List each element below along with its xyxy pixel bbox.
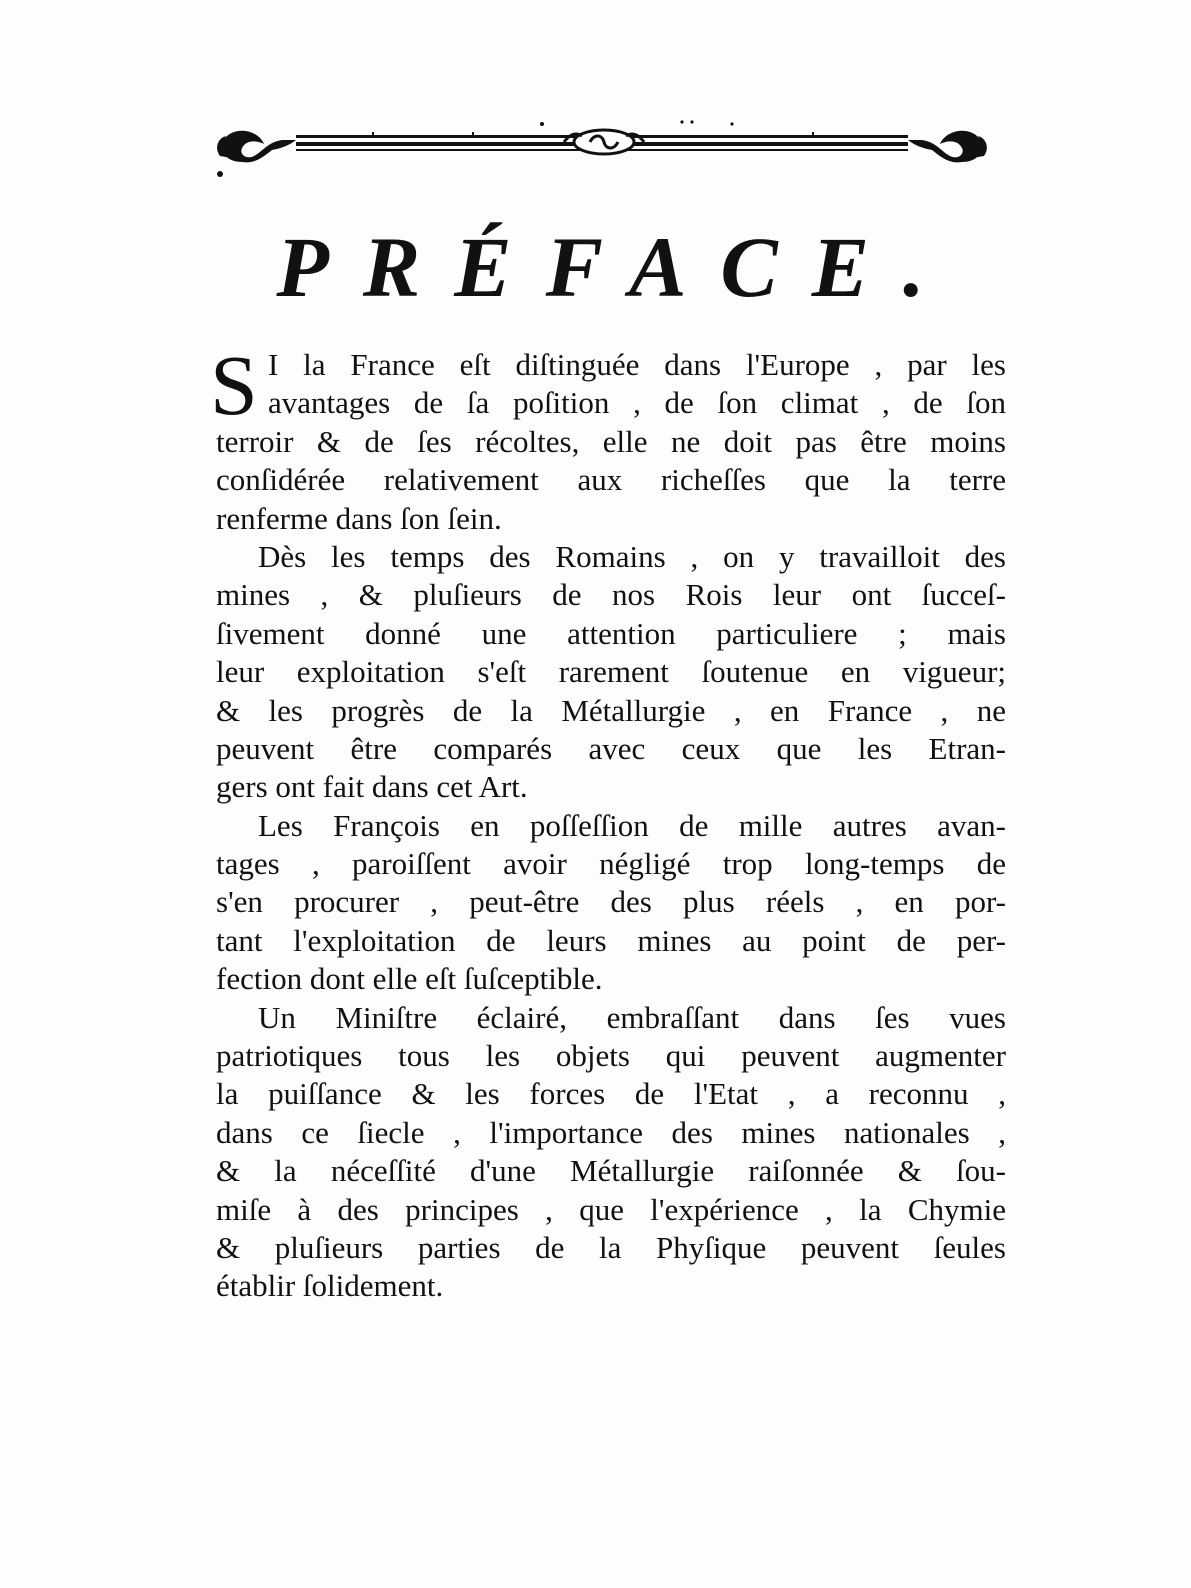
text-line: établir ſolidement. (216, 1268, 444, 1304)
text-line: avantages de ſa poſition , de ſon climat , de ſon (268, 385, 1006, 421)
text-line: dans ce ſiecle , l'importance des mines nationales , (216, 1114, 1006, 1150)
text-line: I la France eſt diſtinguée dans l'Europe , par les (268, 347, 1006, 382)
text-line: Un Miniſtre éclairé, embraſſant dans ſes vues (258, 999, 1006, 1035)
paragraph-2 (216, 538, 1006, 807)
text-line: & la néceſſité d'une Métallurgie raiſonnée & ſou- (216, 1153, 1006, 1189)
text-line: & pluſieurs parties de la Phyſique peuvent ſeules (216, 1229, 1006, 1265)
text-line: fection dont elle eſt ſuſceptible. (216, 961, 603, 997)
text-line: leur exploitation s'eſt rarement ſoutenue en vigueur; (216, 654, 1006, 690)
paragraph-1 (210, 337, 1006, 538)
paragraph-4 (216, 999, 1006, 1306)
decorative-headpiece-icon (212, 118, 992, 180)
text-line: Dès les temps des Romains , on y travailloit des (258, 538, 1006, 574)
text-line: & les progrès de la Métallurgie , en France , ne (216, 692, 1006, 728)
text-line: s'en procurer , peut-être des plus réels , en por- (216, 884, 1006, 920)
text-line: mines , & pluſieurs de nos Rois leur ont ſucceſ- (216, 577, 1006, 613)
paragraph-3 (216, 807, 1006, 999)
text-line: Les François en poſſeſſion de mille autres avan- (258, 807, 1006, 843)
text-line: renferme dans ſon ſein. (216, 500, 502, 536)
text-line: conſidérée relativement aux richeſſes que la terre (216, 462, 1006, 498)
text-line: la puiſſance & les forces de l'Etat , a reconnu , (216, 1076, 1006, 1112)
drop-cap: S (210, 337, 258, 433)
body-text (210, 337, 1006, 1306)
text-line: tages , paroiſſent avoir négligé trop long-temps de (216, 846, 1006, 882)
text-line: miſe à des principes , que l'expérience , la Chymie (216, 1191, 1006, 1227)
text-line: tant l'exploitation de leurs mines au point de per- (216, 922, 1006, 958)
text-line: peuvent être comparés avec ceux que les Etran- (216, 730, 1006, 766)
text-line: patriotiques tous les objets qui peuvent augmenter (216, 1038, 1006, 1074)
text-line: gers ont fait dans cet Art. (216, 769, 528, 805)
page-title: PRÉFACE. (276, 219, 959, 315)
text-line: terroir & de ſes récoltes, elle ne doit pas être moins (216, 423, 1006, 459)
text-line: ſivement donné une attention particuliere ; mais (216, 615, 1006, 651)
